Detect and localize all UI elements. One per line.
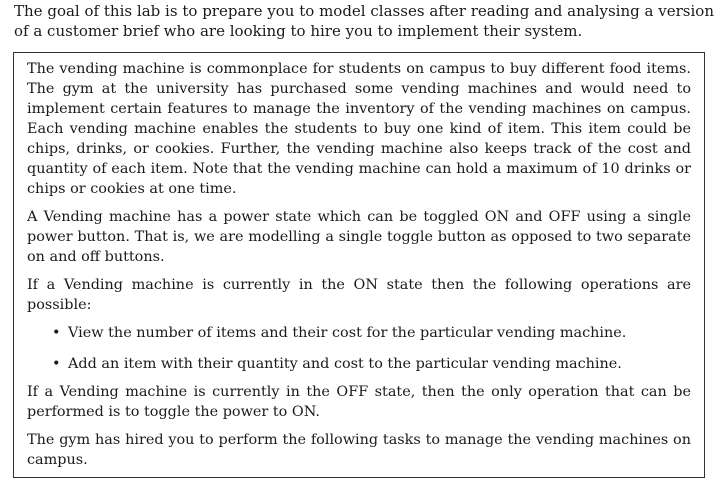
- on-state-operations-list: [27, 323, 691, 374]
- brief-paragraph-off-state: If a Vending machine is currently in the OFF state, then the only operation that can be performed is to toggle the power to ON.: [27, 384, 691, 420]
- brief-paragraph-vending-overview: The vending machine is commonplace for students on campus to buy different food items. The gym at the university has purchased some vending machines and would need to implement certain features to manage the inventory of the vending machines on campus. Each vending machine enables the students to buy one kind of item. This item could be chips, drinks, or cookies. Further, the vending machine also keeps track of the cost and quantity of each item. Note that the vending machine can hold a maximum of 10 drinks or chips or cookies at one time.: [27, 61, 691, 197]
- list-item: [27, 354, 691, 374]
- operation-add-item: Add an item with their quantity and cost to the particular vending machine.: [68, 356, 622, 372]
- brief-paragraph-power-state: A Vending machine has a power state which can be toggled ON and OFF using a single power button. That is, we are modelling a single toggle button as opposed to two separate on and off buttons.: [27, 209, 691, 265]
- operation-view-items: View the number of items and their cost for the particular vending machine.: [68, 325, 627, 341]
- brief-paragraph-on-state-intro: If a Vending machine is currently in the ON state then the following operations are possible:: [27, 277, 691, 313]
- customer-brief-box: [13, 52, 705, 478]
- intro-paragraph: The goal of this lab is to prepare you to model classes after reading and analysing a version of a customer brief who are looking to hire you to implement their system.: [14, 2, 714, 40]
- bullet-icon: •: [52, 325, 61, 341]
- list-item: [27, 323, 691, 343]
- bullet-icon: •: [52, 356, 61, 372]
- brief-paragraph-tasks: The gym has hired you to perform the following tasks to manage the vending machines on campus.: [27, 432, 691, 468]
